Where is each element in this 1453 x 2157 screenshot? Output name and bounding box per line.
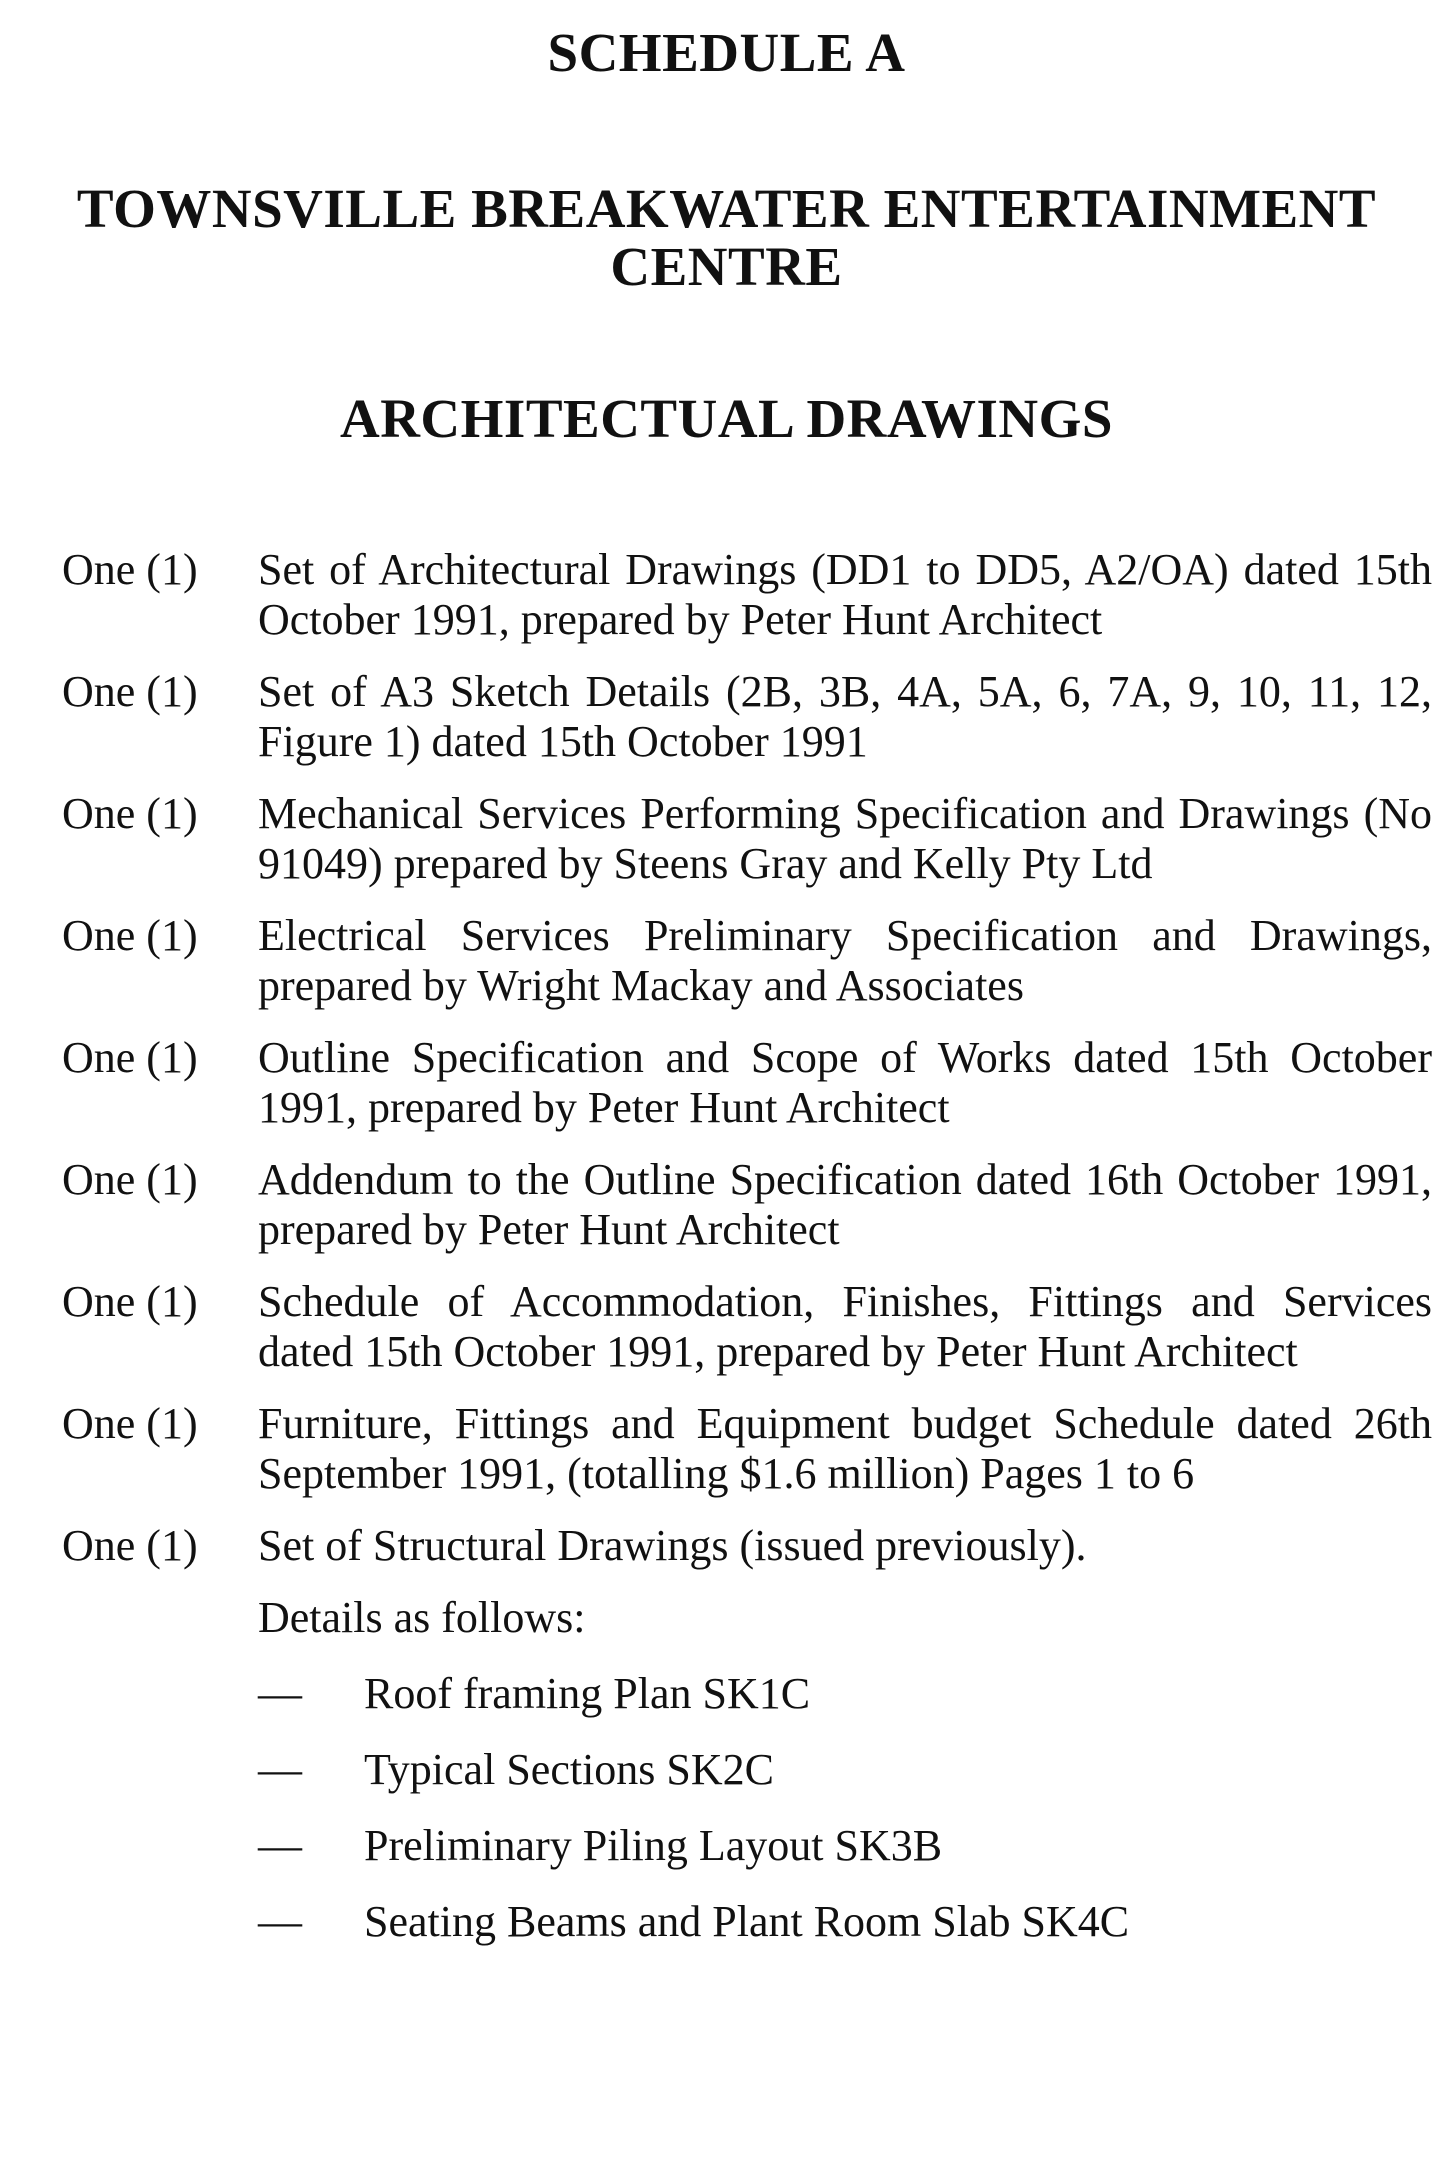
item-quantity: One (1) — [62, 545, 198, 594]
title-line-1: TOWNSVILLE BREAKWATER ENTERTAINMENT — [76, 178, 1377, 239]
list-item — [62, 1521, 1432, 1571]
details-item — [258, 1745, 1432, 1795]
details-item-text: Roof framing Plan SK1C — [364, 1669, 811, 1718]
item-description: Outline Specification and Scope of Works dated 15th October 1991, prepared by Peter Hunt Architect — [258, 1033, 1432, 1132]
item-quantity: One (1) — [62, 1155, 198, 1204]
details-item — [258, 1669, 1432, 1719]
section-subtitle: ARCHITECTUAL DRAWINGS — [339, 388, 1113, 449]
details-item — [258, 1897, 1432, 1947]
list-item — [62, 545, 1432, 645]
item-quantity: One (1) — [62, 667, 198, 716]
item-quantity: One (1) — [62, 911, 198, 960]
list-item — [62, 1155, 1432, 1255]
details-list — [258, 1669, 1432, 1947]
list-item — [62, 1033, 1432, 1133]
list-item — [62, 1277, 1432, 1377]
details-item — [258, 1821, 1432, 1871]
details-item-text: Seating Beams and Plant Room Slab SK4C — [364, 1897, 1130, 1946]
item-description: Mechanical Services Performing Specification and Drawings (No 91049) prepared by Steens Gray and Kelly Pty Ltd — [258, 789, 1432, 888]
item-quantity: One (1) — [62, 1399, 198, 1448]
details-item-text: Preliminary Piling Layout SK3B — [364, 1821, 943, 1870]
dash-bullet: — — [258, 1669, 302, 1718]
item-description: Set of Structural Drawings (issued previously). — [258, 1521, 1087, 1570]
dash-bullet: — — [258, 1745, 302, 1794]
item-description: Set of A3 Sketch Details (2B, 3B, 4A, 5A, 6, 7A, 9, 10, 11, 12, Figure 1) dated 15th October 1991 — [258, 667, 1432, 766]
details-item-text: Typical Sections SK2C — [364, 1745, 775, 1794]
document-title — [0, 180, 1453, 296]
schedule-list — [62, 545, 1432, 1973]
list-item — [62, 789, 1432, 889]
item-description: Addendum to the Outline Specification dated 16th October 1991, prepared by Peter Hunt Architect — [258, 1155, 1432, 1254]
item-quantity: One (1) — [62, 1277, 198, 1326]
item-description: Electrical Services Preliminary Specification and Drawings, prepared by Wright Mackay and Associates — [258, 911, 1432, 1010]
item-quantity: One (1) — [62, 1033, 198, 1082]
item-description: Furniture, Fittings and Equipment budget Schedule dated 26th September 1991, (totalling $1.6 million) Pages 1 to 6 — [258, 1399, 1432, 1498]
dash-bullet: — — [258, 1821, 302, 1870]
item-quantity: One (1) — [62, 1521, 198, 1570]
list-item — [62, 667, 1432, 767]
dash-bullet: — — [258, 1897, 302, 1946]
list-item — [62, 911, 1432, 1011]
details-label: Details as follows: — [258, 1593, 586, 1642]
list-item — [62, 1399, 1432, 1499]
item-description: Set of Architectural Drawings (DD1 to DD5, A2/OA) dated 15th October 1991, prepared by Peter Hunt Architect — [258, 545, 1432, 644]
item-description: Schedule of Accommodation, Finishes, Fittings and Services dated 15th October 1991, prepared by Peter Hunt Architect — [258, 1277, 1432, 1376]
item-quantity: One (1) — [62, 789, 198, 838]
schedule-heading: SCHEDULE A — [547, 22, 906, 83]
title-line-2: CENTRE — [610, 236, 843, 297]
